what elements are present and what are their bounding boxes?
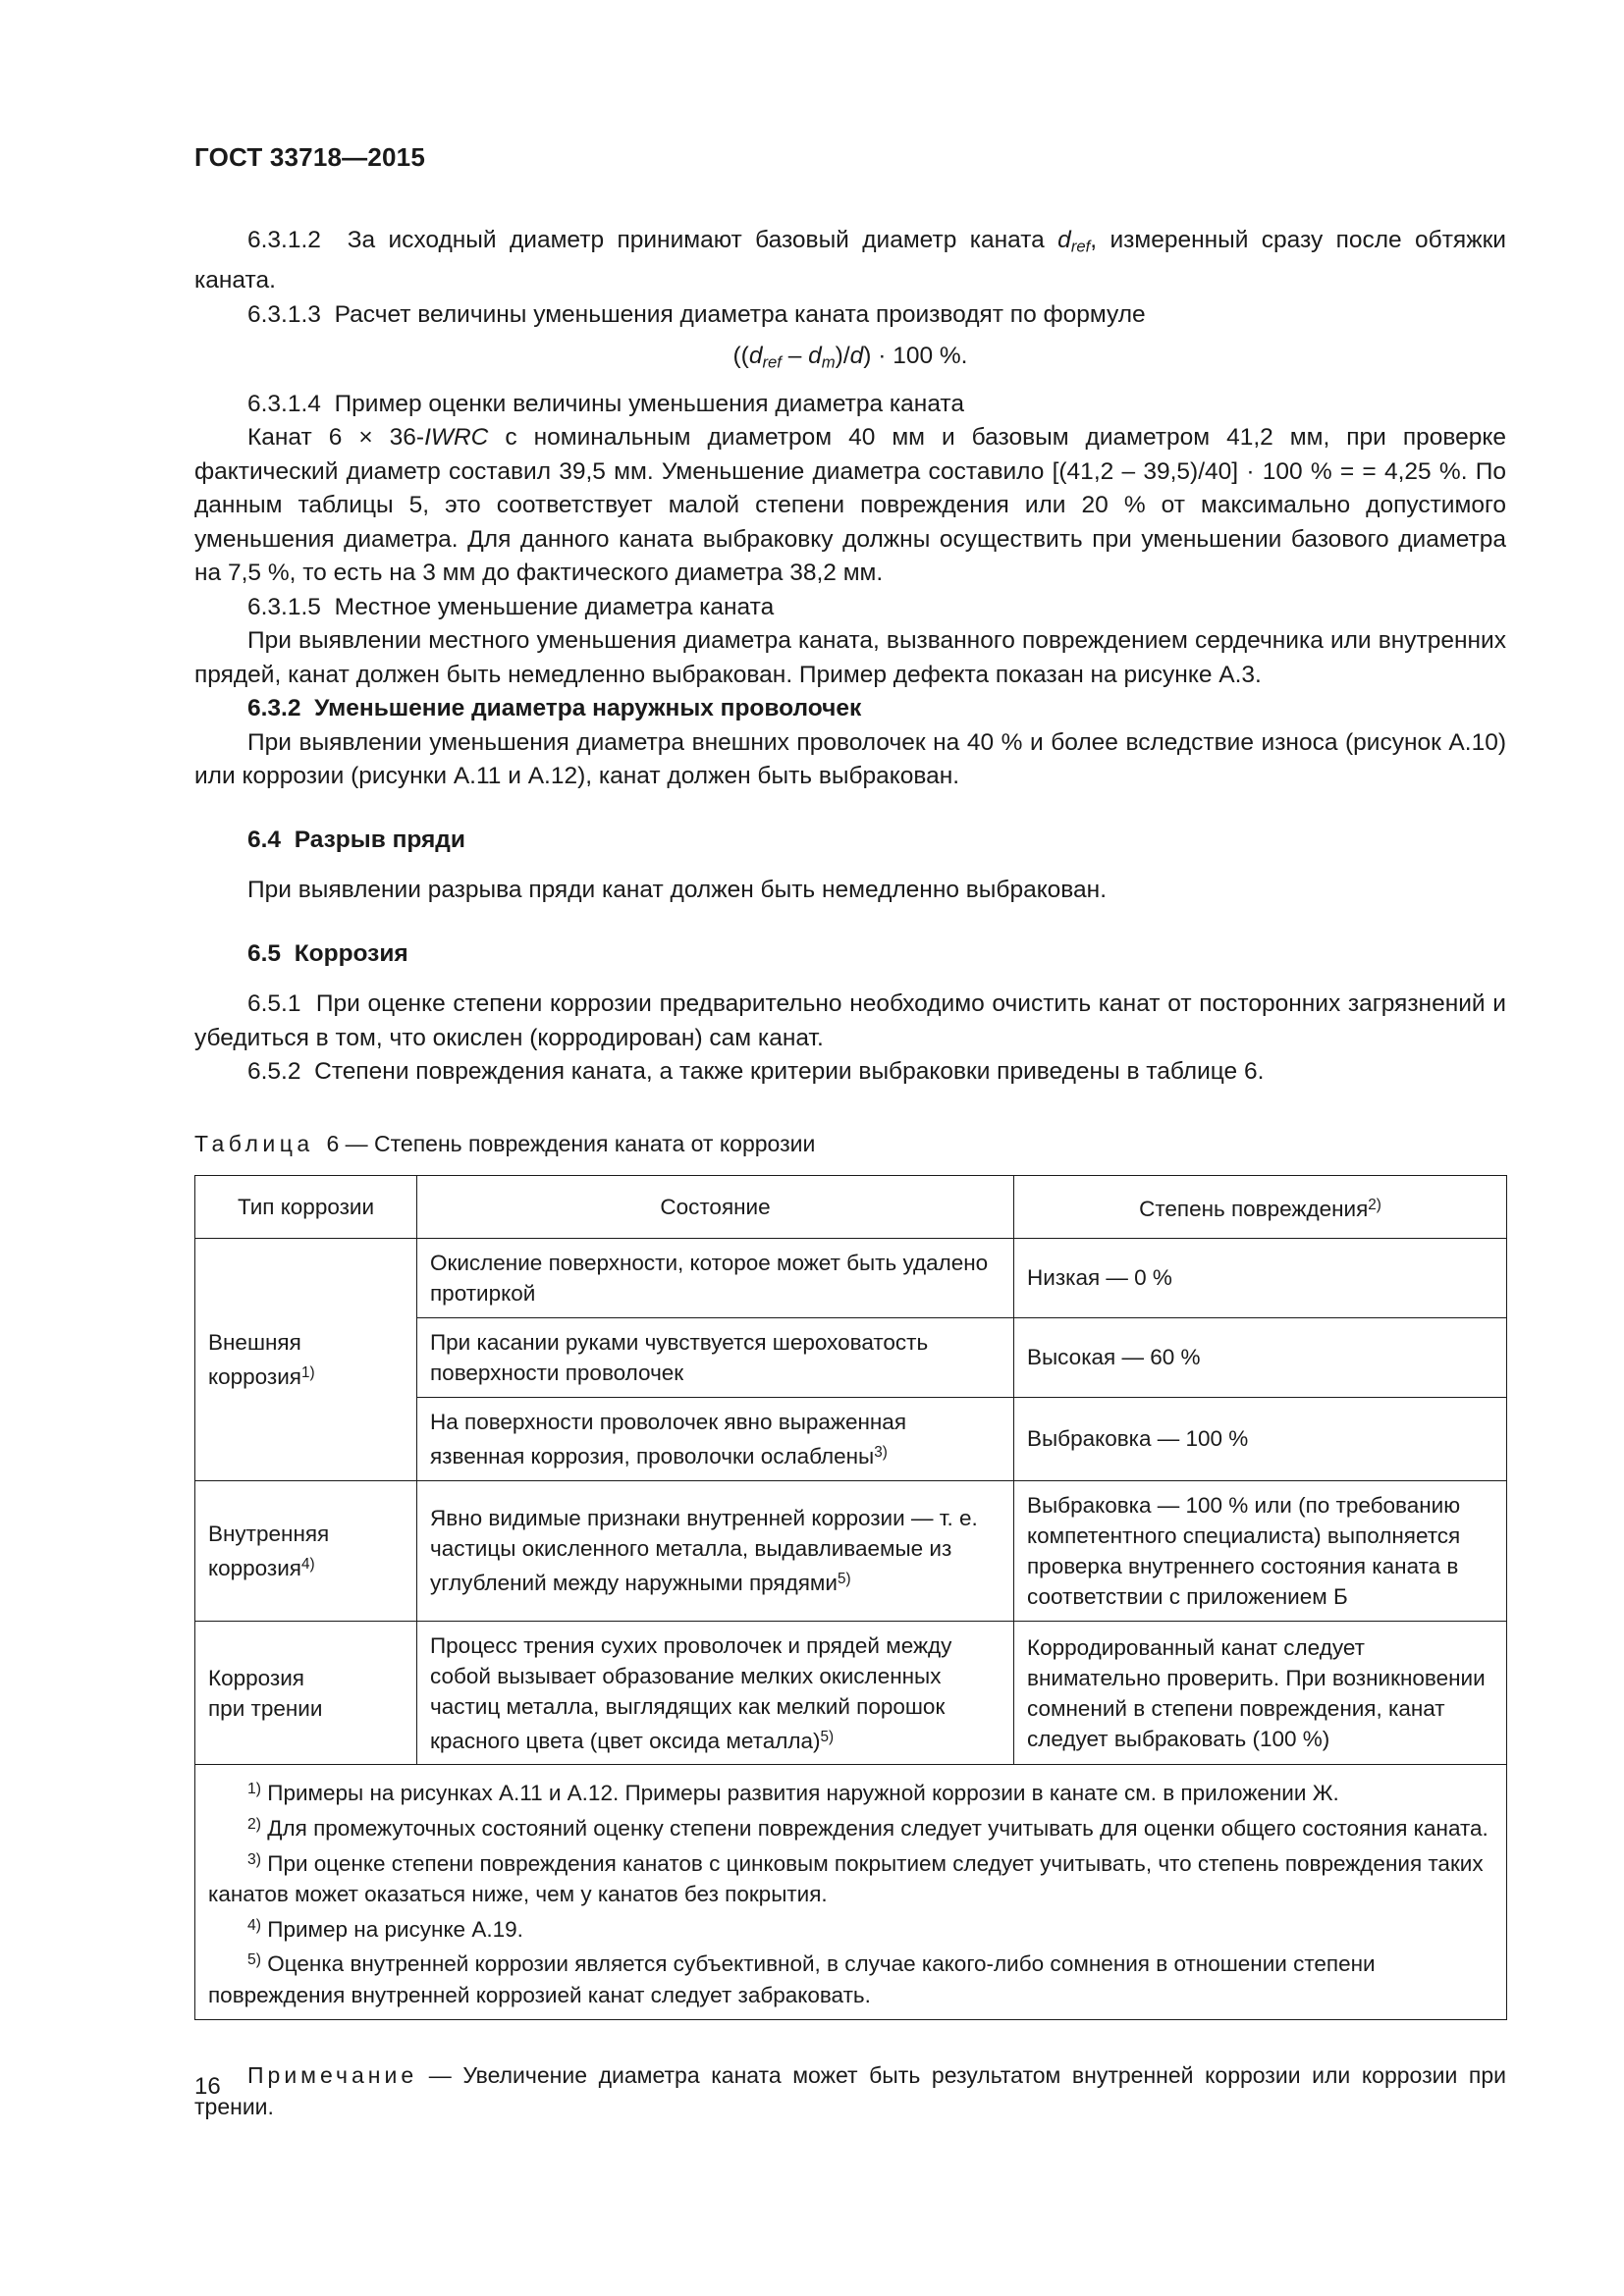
page-number: 16 [194, 2073, 221, 2100]
footnote-ref-2: 2) [1368, 1196, 1381, 1213]
spacer [194, 1158, 1506, 1175]
clause-6-3-2-heading [194, 692, 1506, 726]
cell-condition: Процесс трения сухих проволочек и прядей между собой вызывает образование мелких окисленных частиц металла, выглядящих как мелкий порошок красного цвета (цвет оксида металла)$^{5)}$ [417, 1621, 1014, 1765]
footnote-ref-5: 5) [837, 1571, 851, 1588]
clause-title: Разрыв пряди [294, 826, 465, 853]
table-header-damage-degree: Степень повреждения$^{2)}$ [1014, 1175, 1507, 1238]
clause-number: 6.5.2 [247, 1058, 301, 1086]
spacer [194, 971, 1506, 988]
footnote-5: $^{5)}$ Оценка внутренней коррозии является субъективной, в случае какого-либо сомнения в отношении степени повреждения внутренней коррозией канат следует забраковать. [208, 1951, 1376, 2007]
formula-diameter-reduction: $((d_{ref} - d_m)/d) \cdot 100$ %. [732, 343, 968, 372]
clause-6-3-1-5-body: При выявлении местного уменьшения диаметра каната, вызванного повреждением сердечника или внутренних прядей, канат должен быть немедленно выбракован. Пример дефекта показан на рисунке А.3. [194, 627, 1506, 688]
table-corrosion-damage [194, 1175, 1507, 2021]
clause-text-after: , измеренный сразу после обтяжки каната. [194, 227, 1506, 294]
table-caption: Таблица 6 — Степень повреждения каната от коррозии [194, 1130, 816, 1156]
table-footnotes [195, 1765, 1507, 2020]
footnote-ref-3: 3) [874, 1443, 888, 1461]
clause-number: 6.3.2 [247, 695, 301, 722]
cell-damage-degree: Высокая — 60 % [1014, 1317, 1507, 1397]
footnote-ref-4: 4) [300, 1555, 315, 1573]
clause-6-5-heading [194, 937, 1506, 972]
footnote-2: $^{2)}$ Для промежуточных состояний оценку степени повреждения следует учитывать для оценки общего состояния каната. [247, 1816, 1489, 1842]
note-paragraph: Примечание — Увеличение диаметра каната может быть результатом внутренней коррозии или коррозии при трении. [194, 2062, 1506, 2120]
footnote-1: $^{1)}$ Примеры на рисунках А.11 и А.12. Примеры развития наружной коррозии в канате см. в приложении Ж. [247, 1781, 1339, 1806]
clause-title: Уменьшение диаметра наружных проволочек [314, 695, 862, 722]
document-body [194, 224, 1506, 2122]
clause-6-3-2-body: При выявлении уменьшения диаметра внешних проволочек на 40 % и более вследствие износа (рисунок А.10) или коррозии (рисунки А.11 и А.12), канат должен быть выбракован. [194, 728, 1506, 790]
table-caption-label: Таблица [194, 1130, 314, 1156]
clause-6-3-1-2 [194, 224, 1506, 298]
footnote-3: $^{3)}$ При оценке степени повреждения канатов с цинковым покрытием следует учитывать, что степень повреждения таких канатов может оказаться ниже, чем у канатов без покрытия. [208, 1850, 1484, 1907]
clause-6-3-1-3 [194, 298, 1506, 333]
table-caption-number: 6 [326, 1130, 340, 1156]
cell-corrosion-type-external: Внешняя коррозия$^{1)}$ [195, 1238, 417, 1480]
table-row [195, 1238, 1507, 1317]
clause-number: 6.4 [247, 826, 282, 853]
clause-6-3-1-5-title [194, 591, 1506, 625]
rope-construction-iwrc: IWRC [424, 424, 489, 452]
table-caption-text: Степень повреждения каната от коррозии [374, 1130, 816, 1156]
cell-corrosion-type-internal: Внутренняя коррозия$^{4)}$ [195, 1480, 417, 1621]
cell-corrosion-type-friction: Коррозия при трении [195, 1621, 417, 1765]
spacer [194, 908, 1506, 937]
clause-number: 6.3.1.4 [247, 390, 321, 417]
spacer [194, 857, 1506, 874]
cell-damage-degree: Выбраковка — 100 % [1014, 1397, 1507, 1480]
clause-number: 6.3.1.3 [247, 300, 321, 328]
clause-text: Расчет величины уменьшения диаметра каната производят по формуле [334, 300, 1146, 328]
clause-6-4-body: При выявлении разрыва пряди канат должен быть немедленно выбракован. [247, 877, 1108, 904]
footnote-4: $^{4)}$ Пример на рисунке А.19. [247, 1916, 523, 1942]
table-row [195, 1621, 1507, 1765]
note-text: Увеличение диаметра каната может быть результатом внутренней коррозии или коррозии при трении. [194, 2062, 1506, 2120]
spacer [194, 2020, 1506, 2059]
cell-condition: Окисление поверхности, которое может быть удалено протиркой [417, 1238, 1014, 1317]
standard-header: ГОСТ 33718—2015 [194, 142, 425, 172]
clause-number: 6.5 [247, 939, 282, 967]
footnote-ref-1: 1) [300, 1363, 315, 1381]
clause-6-3-1-4-body: Канат 6 × 36-IWRC с номинальным диаметром 40 мм и базовым диаметром 41,2 мм, при проверке фактический диаметр составил 39,5 мм. Уменьшение диаметра составило [(41,2 – 39,5)/40] · 100 % = = 4,25 %. По данным таблицы 5, это соответствует малой степени повреждения или 20 % от максимально допустимого уменьшения диаметра. Для данного каната выбраковку должны осуществить при уменьшении базового диаметра на 7,5 %, то есть на 3 мм до фактического диаметра 38,2 мм. [194, 424, 1506, 587]
clause-text-before: За исходный диаметр принимают базовый диаметр каната [347, 227, 1058, 253]
note-label: Примечание [247, 2062, 418, 2089]
table-footnotes-row [195, 1765, 1507, 2020]
spacer [194, 1090, 1506, 1129]
table-row [195, 1480, 1507, 1621]
clause-title: Местное уменьшение диаметра каната [334, 593, 775, 620]
cell-condition: Явно видимые признаки внутренней коррозии — т. е. частицы окисленного металла, выдавливаемые из углублений между наружными прядями$^{5)}$ [417, 1480, 1014, 1621]
cell-damage-degree: Корродированный канат следует внимательно проверить. При возникновении сомнений в степени повреждения, канат следует выбраковать (100 %) [1014, 1621, 1507, 1765]
clause-6-5-1: 6.5.1 При оценке степени коррозии предварительно необходимо очистить канат от посторонних загрязнений и убедиться в том, что окислен (корродирован) сам канат. [194, 990, 1506, 1051]
clause-6-3-1-4-title [194, 388, 1506, 422]
clause-number: 6.5.1 [247, 990, 301, 1018]
table-header-row [195, 1175, 1507, 1238]
clause-number: 6.3.1.2 [247, 227, 321, 253]
footnote-ref-5: 5) [820, 1728, 835, 1745]
table-header-condition: Состояние [417, 1175, 1014, 1238]
variable-d-ref: $d_{ref}$ [1057, 227, 1091, 256]
spacer [194, 794, 1506, 824]
cell-damage-degree: Выбраковка — 100 % или (по требованию компетентного специалиста) выполняется проверка внутреннего состояния каната в соответствии с приложением Б [1014, 1480, 1507, 1621]
clause-6-5-2: 6.5.2 Степени повреждения каната, а также критерии выбраковки приведены в таблице 6. [247, 1058, 1265, 1086]
clause-6-4-heading [194, 824, 1506, 858]
clause-title: Пример оценки величины уменьшения диаметра каната [334, 390, 964, 417]
clause-title: Коррозия [294, 939, 408, 967]
table-header-corrosion-type: Тип коррозии [195, 1175, 417, 1238]
cell-condition: При касании руками чувствуется шероховатость поверхности проволочек [417, 1317, 1014, 1397]
cell-condition: На поверхности проволочек явно выраженная язвенная коррозия, проволочки ослаблены$^{3)}$ [417, 1397, 1014, 1480]
cell-damage-degree: Низкая — 0 % [1014, 1238, 1507, 1317]
clause-number: 6.3.1.5 [247, 593, 321, 620]
